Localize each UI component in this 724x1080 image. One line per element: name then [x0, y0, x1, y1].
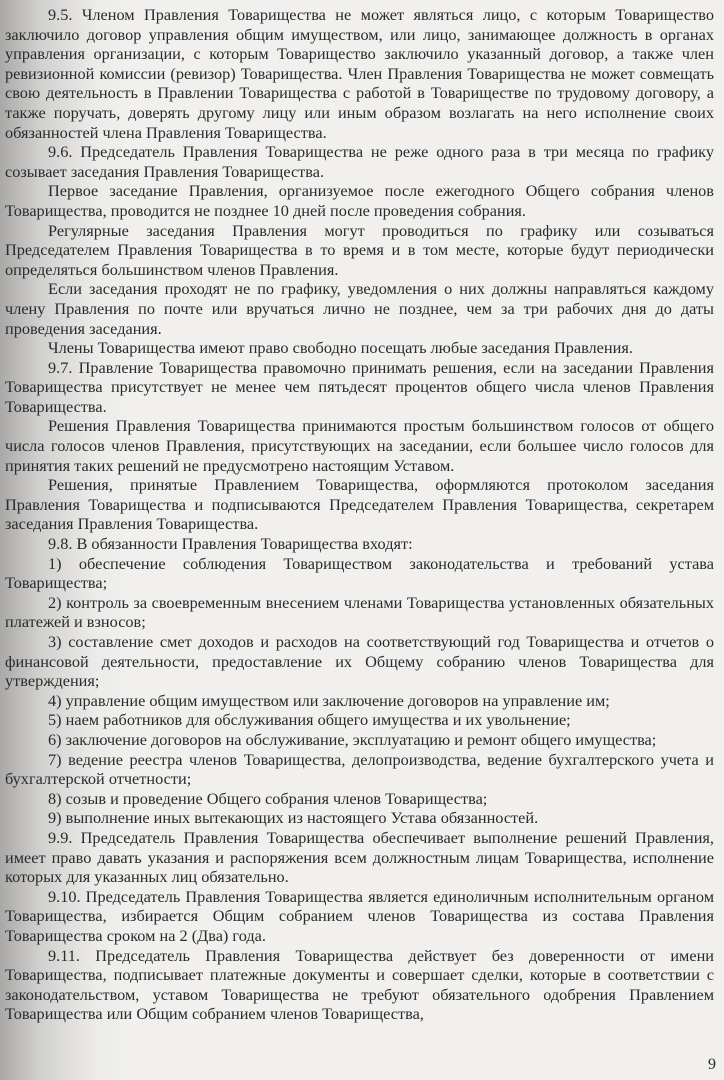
paragraph-regular-meetings: Регулярные заседания Правления могут проводиться по графику или созываться Председателем Правления Товарищества в то время и в том месте, которые будут периодически определяться большинством членов Правления. [5, 220, 714, 279]
list-item-4: 4) управление общим имуществом или заключение договоров на управление им; [48, 690, 610, 710]
paragraph-attendance: Члены Товарищества имеют право свободно посещать любые заседания Правления. [48, 338, 633, 358]
paragraph-notifications: Если заседания проходят не по графику, уведомления о них должны направляться каждому члену Правления по почте или вручаться лично не позднее, чем за три рабочих дня до даты проведения заседания. [5, 279, 714, 338]
list-item-7: 7) ведение реестра членов Товарищества, делопроизводства, ведение бухгалтерского учета и бухгалтерской отчетности; [5, 749, 714, 789]
list-item-1: 1) обеспечение соблюдения Товариществом законодательства и требований устава Товарищества; [5, 553, 714, 593]
paragraph-9-7: 9.7. Правление Товарищества правомочно принимать решения, если на заседании Правления Товарищества присутствует не менее чем пятьдесят процентов общего числа членов Правления Товарищества. [5, 357, 714, 416]
list-item-6: 6) заключение договоров на обслуживание, эксплуатацию и ремонт общего имущества; [48, 729, 657, 749]
paragraph-9-5: 9.5. Членом Правления Товарищества не может являться лицо, с которым Товарищество заключило договор управления общим имуществом, или лицо, занимающее должность в органах управления организации, с которым Товарищество заключило указанный договор, а также член ревизионной комиссии (ревизор) Товарищества. Член Правления Товарищества не может совмещать свою деятельность в Правлении Товарищества с работой в Товариществе по трудовому договору, а также поручать, доверять другому лицу или иным образом возлагать на него исполнение своих обязанностей члена Правления Товарищества. [5, 5, 714, 142]
paragraph-9-10: 9.10. Председатель Правления Товарищества является единоличным исполнительным органом Товарищества, избирается Общим собранием членов Товарищества из состава Правления Товарищества сроком на 2 (Два) года. [5, 886, 714, 945]
paragraph-9-6: 9.6. Председатель Правления Товарищества не реже одного раза в три месяца по графику созывает заседания Правления Товарищества. [5, 142, 714, 181]
paragraph-decisions: Решения Правления Товарищества принимаются простым большинством голосов от общего числа голосов членов Правления, присутствующих на заседании, если большее число голосов для принятия таких решений не предусмотрено настоящим Уставом. [5, 416, 714, 475]
list-item-5: 5) наем работников для обслуживания общего имущества и их увольнение; [48, 710, 571, 730]
list-item-3: 3) составление смет доходов и расходов на соответствующий год Товарищества и отчетов о финансовой деятельности, предоставление их Общему собранию членов Товарищества для утверждения; [5, 632, 714, 691]
paragraph-protocol: Решения, принятые Правлением Товарищества, оформляются протоколом заседания Правления Товарищества и подписываются Председателем Правления Товарищества, секретарем заседания Правления Товарищества. [5, 475, 714, 534]
paragraph-9-11: 9.11. Председатель Правления Товарищества действует без доверенности от имени Товарищества, подписывает платежные документы и совершает сделки, которые в соответствии с законодательством, уставом Товарищества не требуют обязательного одобрения Правлением Товарищества или Общим собранием членов Товарищества, [5, 945, 714, 1024]
list-item-9: 9) выполнение иных вытекающих из настоящего Устава обязанностей. [48, 808, 539, 828]
paragraph-9-8: 9.8. В обязанности Правления Товарищества входят: [48, 534, 413, 554]
document-body [5, 5, 714, 1024]
list-item-8: 8) созыв и проведение Общего собрания членов Товарищества; [48, 788, 488, 808]
paragraph-9-9: 9.9. Председатель Правления Товарищества обеспечивает выполнение решений Правления, имеет право давать указания и распоряжения всем должностным лицам Товарищества, исполнение которых для указанных лиц обязательно. [5, 827, 714, 887]
list-item-2: 2) контроль за своевременным внесением членами Товарищества установленных обязательных платежей и взносов; [5, 592, 714, 632]
paragraph-first-meeting: Первое заседание Правления, организуемое после ежегодного Общего собрания членов Товарищества, проводится не позднее 10 дней после проведения собрания. [5, 181, 714, 220]
page-number: 9 [708, 1056, 716, 1073]
